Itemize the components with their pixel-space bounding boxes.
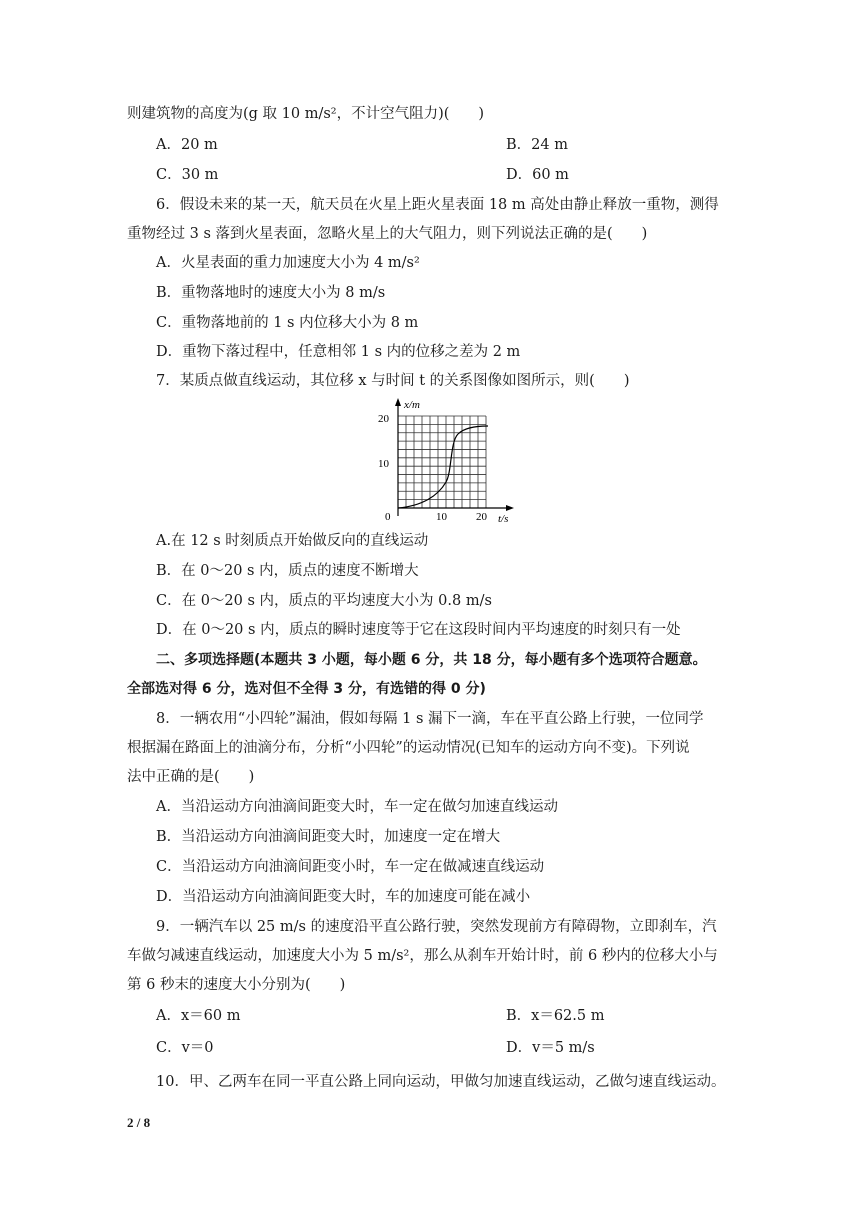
q9-option-c: C．v＝0: [156, 1040, 214, 1056]
q5-continuation: 则建筑物的高度为(g 取 10 m/s²，不计空气阻力)( ): [127, 106, 485, 122]
q5-option-d: D．60 m: [506, 167, 569, 183]
x-tick-20: 20: [476, 511, 487, 523]
q6-option-d: D．重物下落过程中，任意相邻 1 s 内的位移之差为 2 m: [156, 344, 521, 360]
y-axis-arrow: [395, 398, 401, 406]
q10-stem-line1: 10．甲、乙两车在同一平直公路上同向运动，甲做匀加速直线运动，乙做匀速直线运动。: [156, 1074, 726, 1090]
q7-option-a: A.在 12 s 时刻质点开始做反向的直线运动: [156, 533, 429, 549]
q7-option-d: D．在 0～20 s 内，质点的瞬时速度等于它在这段时间内平均速度的时刻只有一处: [156, 622, 681, 638]
q6-stem-line2: 重物经过 3 s 落到火星表面，忽略火星上的大气阻力，则下列说法正确的是( ): [127, 226, 648, 242]
q7-option-c: C．在 0～20 s 内，质点的平均速度大小为 0.8 m/s: [156, 593, 492, 609]
position-curve: [398, 426, 488, 508]
y-tick-10: 10: [378, 458, 389, 470]
q9-option-a: A．x＝60 m: [156, 1008, 241, 1024]
q6-option-a: A．火星表面的重力加速度大小为 4 m/s²: [156, 255, 420, 271]
q7-option-b: B．在 0～20 s 内，质点的速度不断增大: [156, 563, 419, 579]
q9-stem-line3: 第 6 秒末的速度大小分别为( ): [127, 977, 346, 993]
page-number: 2 / 8: [127, 1115, 151, 1130]
graph-grid: [398, 416, 486, 508]
q7-stem: 7．某质点做直线运动，其位移 x 与时间 t 的关系图像如图所示，则( ): [156, 373, 630, 389]
position-time-graph: [352, 394, 520, 526]
x-tick-10: 10: [436, 511, 447, 523]
q8-option-c: C．当沿运动方向油滴间距变小时，车一定在做减速直线运动: [156, 859, 545, 875]
q9-option-b: B．x＝62.5 m: [506, 1008, 605, 1024]
q9-option-d: D．v＝5 m/s: [506, 1040, 595, 1056]
section-two-heading-line2: 全部选对得 6 分，选对但不全得 3 分，有选错的得 0 分): [127, 681, 486, 697]
q6-option-c: C．重物落地前的 1 s 内位移大小为 8 m: [156, 315, 419, 331]
y-axis-label: x/m: [404, 399, 420, 411]
q5-option-c: C．30 m: [156, 167, 219, 183]
q8-option-b: B．当沿运动方向油滴间距变大时，加速度一定在增大: [156, 829, 501, 845]
q9-stem-line1: 9．一辆汽车以 25 m/s 的速度沿平直公路行驶，突然发现前方有障碍物，立即刹车，汽: [156, 919, 717, 935]
q6-stem-line1: 6．假设未来的某一天，航天员在火星上距火星表面 18 m 高处由静止释放一重物，测得: [156, 197, 719, 213]
y-tick-20: 20: [378, 413, 389, 425]
x-axis-label: t/s: [498, 513, 509, 525]
q8-option-a: A．当沿运动方向油滴间距变大时，车一定在做匀加速直线运动: [156, 799, 558, 815]
q5-option-b: B．24 m: [506, 137, 568, 153]
q9-stem-line2: 车做匀减速直线运动，加速度大小为 5 m/s²，那么从刹车开始计时，前 6 秒内的位移大小与: [127, 948, 718, 964]
q8-stem-line3: 法中正确的是( ): [127, 769, 255, 785]
q8-option-d: D．当沿运动方向油滴间距变大时，车的加速度可能在减小: [156, 889, 531, 905]
section-two-heading-line1: 二、多项选择题(本题共 3 小题，每小题 6 分，共 18 分，每小题有多个选项符合题意。: [156, 652, 707, 668]
q5-option-a: A．20 m: [156, 137, 218, 153]
x-axis-arrow: [506, 505, 514, 511]
origin-label: 0: [385, 511, 391, 523]
q8-stem-line1: 8．一辆农用“小四轮”漏油，假如每隔 1 s 漏下一滴，车在平直公路上行驶，一位同学: [156, 711, 704, 727]
q6-option-b: B．重物落地时的速度大小为 8 m/s: [156, 285, 386, 301]
q8-stem-line2: 根据漏在路面上的油滴分布，分析“小四轮”的运动情况(已知车的运动方向不变)。下列说: [127, 740, 690, 756]
